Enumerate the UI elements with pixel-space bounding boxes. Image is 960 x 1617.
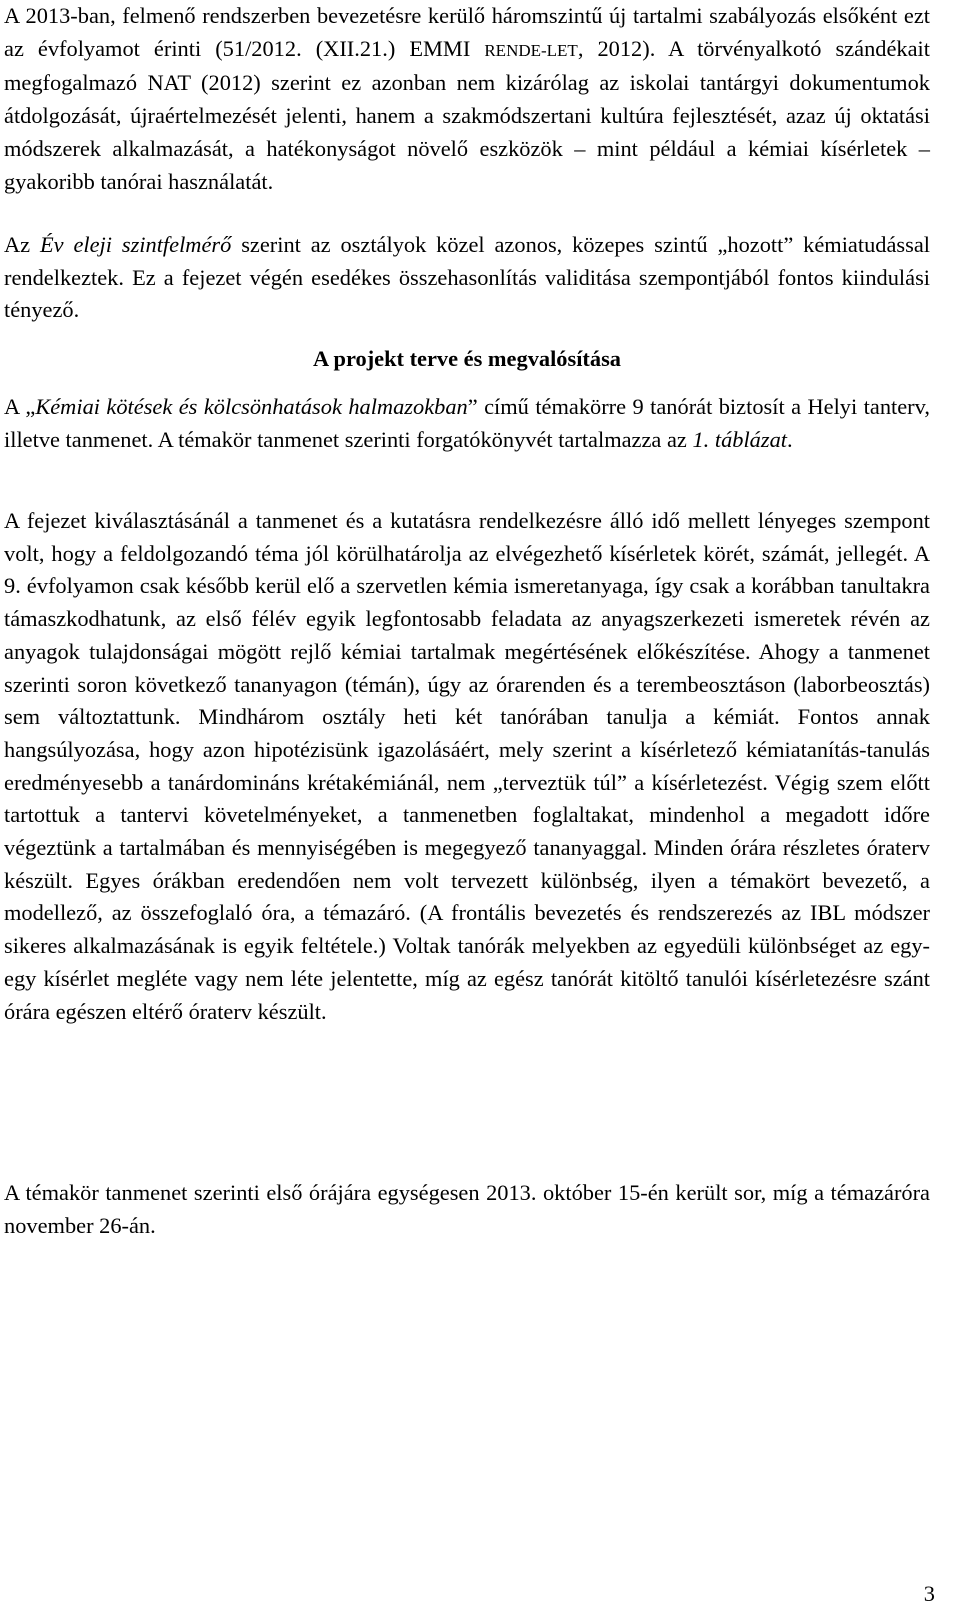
paragraph-topic: A „Kémiai kötések és kölcsönhatások halmazokban” című témakörre 9 tanórát biztosít a Helyi tanterv, illetve tanmenet. A témakör tanmenet szerinti forgatókönyvét tartalmazza az 1. táblázat. [4, 394, 930, 452]
paragraph-assessment: Az Év eleji szintfelmérő szerint az osztályok közel azonos, közepes szintű „hozott” kémiatudással rendelkeztek. Ez a fejezet végén esedékes összehasonlítás validitása szempontjából fontos kiindulási tényező. [4, 232, 931, 323]
paragraph-text: A 2013-ban, felmenő rendszerben bevezetésre kerülő háromszintű új tartalmi szabályozás elsőként ezt az évfolyamot érinti (51/2012. (XII.21.) EMMI [4, 3, 930, 61]
italic-topic-title: Kémiai kötések és kölcsönhatások halmazokban [35, 394, 468, 419]
section-heading: A projekt terve és megvalósítása [312, 346, 621, 371]
paragraph-text-continued: , 2012). A törvényalkotó szándékait megfogalmazó NAT (2012) szerint ez azonban nem kizárólag az iskolai tantárgyi dokumentumok átdolgozását, újraértelmezését jelenti, hanem a szakmódszertani kultúra fejlesztését, azaz új oktatási módszerek alkalmazását, a hatékonyságot növelő eszközök – mint például a kémiai kísérletek – gyakoribb tanórai használatát. [4, 35, 930, 194]
paragraph-regulation [4, 0, 930, 198]
smallcaps-text: RENDE-LET [484, 40, 578, 60]
page-number: 3 [923, 1581, 935, 1606]
paragraph-schedule: A témakör tanmenet szerinti első órájára egységesen 2013. október 15-én került sor, míg a témazáróra november 26-án. [4, 1180, 930, 1238]
table-reference: 1. táblázat [692, 426, 788, 452]
italic-term: Év eleji szintfelmérő [39, 232, 232, 257]
paragraph-method: A fejezet kiválasztásánál a tanmenet és a kutatásra rendelkezésre álló idő mellett lényeges szempont volt, hogy a feldolgozandó téma jól körülhatárolja az elvégezhető kísérletek körét, számát, jellegét. A 9. évfolyamon csak később kerül elő a szervetlen kémia ismeretanyaga, így csak a korábban tanultakra támaszkodhatunk, az első félév egyik legfontosabb feladata az anyagszerkezeti ismeretek révén az anyagok tulajdonságai mögött rejlő kémiai tartalmak megértésének előkészítése. Ahogy a tanmenet szerinti soron következő tananyagon (témán), úgy az órarenden és a terembeosztáson (laborbeosztás) sem változtattunk. Mindhárom osztály heti két tanórában tanulja a kémiát. Fontos annak hangsúlyozása, hogy azon hipotézisünk igazolásáért, mely szerint a kísérletező kémiatanítás-tanulás eredményesebb a tanárdomináns krétakémiánál, nem „terveztük túl” a kísérletezést. Végig szem előtt tartottuk a tantervi követelményeket, a tanmenetben foglaltakat, mindenhol a megadott időre végeztünk a tartalmában és mennyiségében is megegyező tananyaggal. Minden órára részletes óraterv készült. Egyes órákban eredendően nem volt tervezett különbség, ilyen a témakört bevezető, a modellező, az összefoglaló óra, a témazáró. (A frontális bevezetés és rendszerezés az IBL módszer sikeres alkalmazásának is egyik feltétele.) Voltak tanórák melyekben az egyedüli különbséget az egy-egy kísérlet megléte vagy nem léte jelentette, míg az egész tanórát kitöltő tanulói kísérletezésre szánt órára egészen eltérő óraterv készült. [4, 508, 930, 1024]
